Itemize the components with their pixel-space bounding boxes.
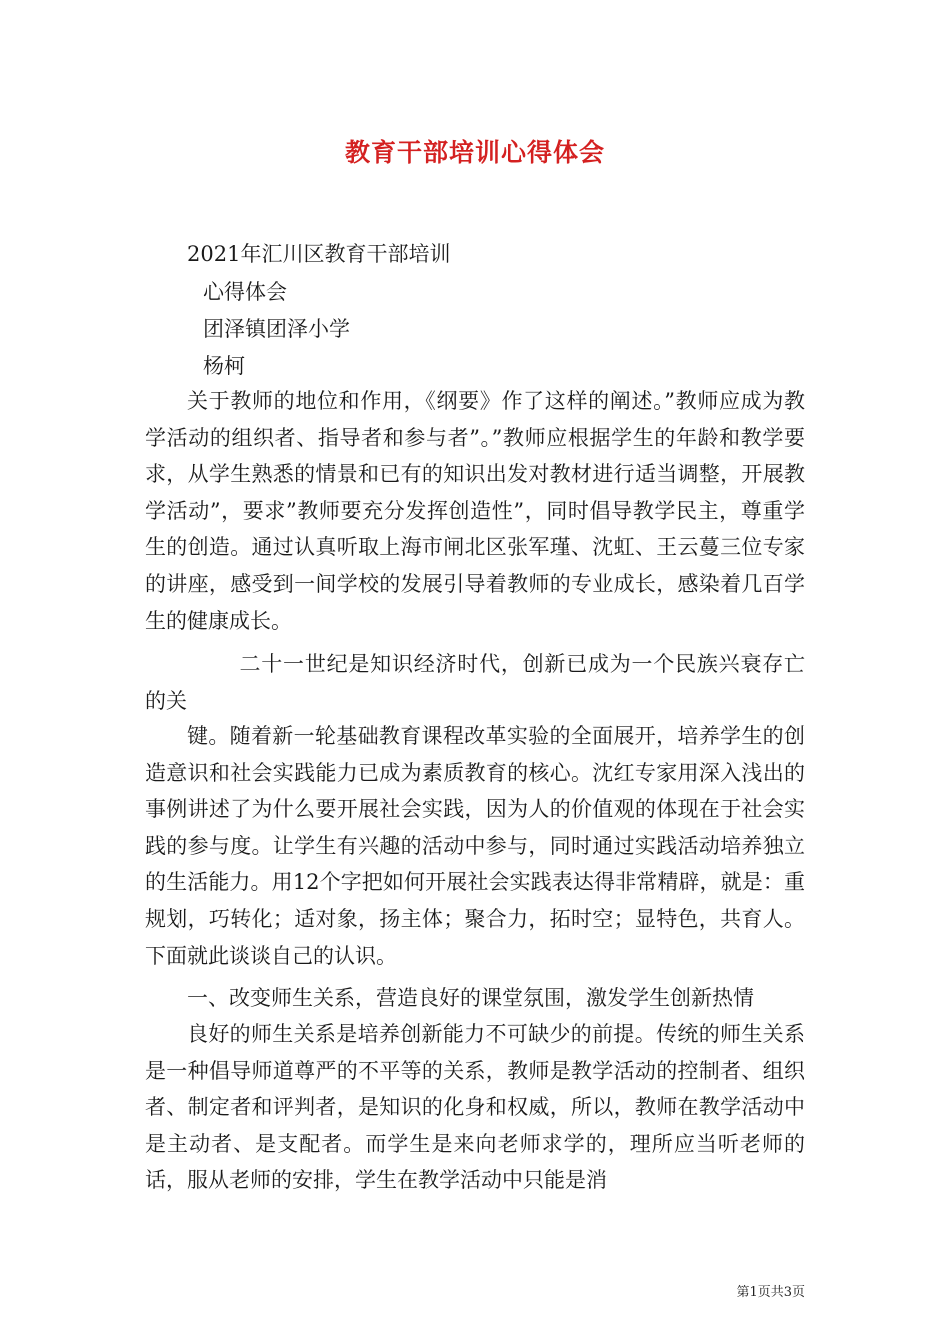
header-line-event: 2021年汇川区教育干部培训 (187, 242, 451, 266)
page-number: 第1页共3页 (736, 1285, 805, 1300)
header-line-school: 团泽镇团泽小学 (203, 317, 350, 341)
paragraph-2a-block (145, 646, 805, 719)
paragraph-3: 良好的师生关系是培养创新能力不可缺少的前提。传统的师生关系是一种倡导师道尊严的不平等的关系，教师是教学活动的控制者、组织者、制定者和评判者，是知识的化身和权威，所以，教师在教学活动中是主动者、是支配者。而学生是来向老师求学的，理所应当听老师的话，服从老师的安排，学生在教学活动中只能是消 (145, 1022, 805, 1193)
section-heading: 一、改变师生关系，营造良好的课堂氛围，激发学生创新热情 (187, 986, 754, 1010)
header-line-subtitle: 心得体会 (203, 280, 287, 304)
paragraph-2a: 二十一世纪是知识经济时代，创新已成为一个民族兴衰存亡的关 (145, 652, 805, 713)
paragraph-1-block (145, 383, 805, 639)
document-title: 教育干部培训心得体会 (344, 138, 605, 167)
paragraph-2b-block (145, 718, 805, 974)
paragraph-2b: 键。随着新一轮基础教育课程改革实验的全面展开，培养学生的创造意识和社会实践能力已成为素质教育的核心。沈红专家用深入浅出的事例讲述了为什么要开展社会实践，因为人的价值观的体现在于社会实践的参与度。让学生有兴趣的活动中参与，同时通过实践活动培养独立的生活能力。用12个字把如何开展社会实践表达得非常精辟，就是：重规划，巧转化；适对象，扬主体；聚合力，拓时空；显特色，共育人。下面就此谈谈自己的认识。 (145, 724, 805, 968)
section-heading-block (145, 980, 805, 1017)
paragraph-3-block (145, 1016, 805, 1199)
paragraph-1: 关于教师的地位和作用，《纲要》作了这样的阐述。”教师应成为教学活动的组织者、指导者和参与者”。”教师应根据学生的年龄和教学要求，从学生熟悉的情景和已有的知识出发对教材进行适当调整，开展教学活动”，要求”教师要充分发挥创造性”，同时倡导教学民主，尊重学生的创造。通过认真听取上海市闸北区张军瑾、沈虹、王云蔓三位专家的讲座，感受到一间学校的发展引导着教师的专业成长，感染着几百学生的健康成长。 (145, 389, 805, 633)
header-line-author: 杨柯 (203, 354, 245, 378)
